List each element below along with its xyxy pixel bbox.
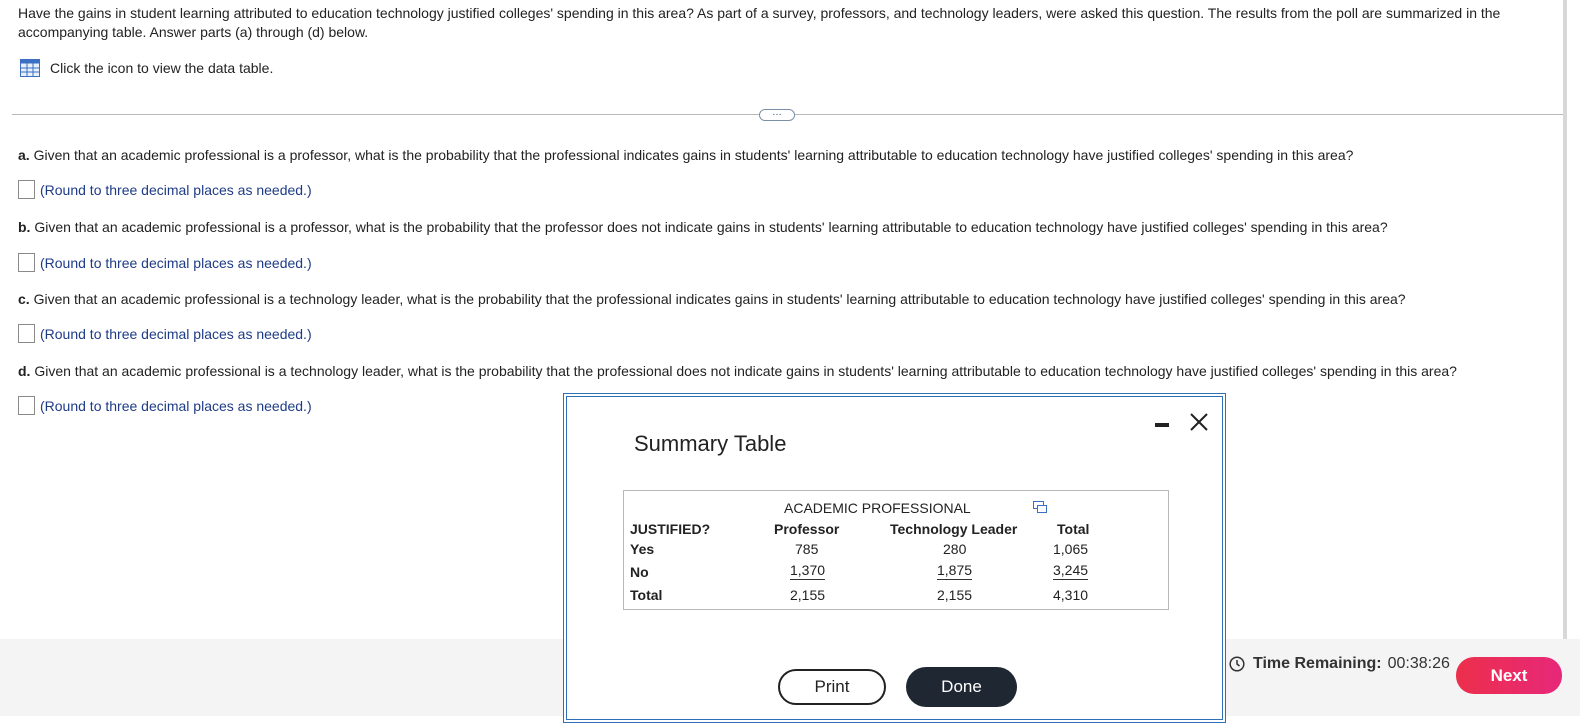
view-data-table-link[interactable] [20, 59, 273, 77]
question-b [18, 219, 1388, 235]
clock-icon [1229, 656, 1245, 672]
answer-a-hint: (Round to three decimal places as needed.) [40, 181, 312, 198]
cell-total-total: 4,310 [1053, 587, 1089, 603]
answer-b-input[interactable] [18, 253, 35, 272]
summary-data-table [623, 490, 1169, 610]
cell-no-professor: 1,370 [790, 562, 826, 578]
question-c-letter: c. [18, 291, 30, 307]
answer-d-hint: (Round to three decimal places as needed.) [40, 397, 312, 414]
question-c-text: Given that an academic professional is a technology leader, what is the probability that the professional indicates gains in students' learning attributable to education technology have justified colleges' spending in this area? [33, 291, 1406, 307]
view-data-table-label: Click the icon to view the data table. [50, 60, 274, 76]
answer-d-input[interactable] [18, 396, 35, 415]
dialog-title: Summary Table [634, 431, 787, 456]
column-header-technology-leader: Technology Leader [890, 521, 1018, 537]
answer-b-hint: (Round to three decimal places as needed.) [40, 254, 312, 271]
column-header-professor: Professor [774, 521, 840, 537]
cell-yes-professor: 785 [795, 541, 819, 557]
expand-button[interactable]: … [759, 109, 795, 121]
cell-total-professor: 2,155 [790, 587, 826, 603]
time-remaining-label: Time Remaining: [1253, 655, 1382, 672]
answer-a-row [18, 180, 312, 199]
cell-yes-total: 1,065 [1053, 541, 1089, 557]
copy-icon[interactable] [1033, 501, 1047, 513]
cell-no-total: 3,245 [1053, 562, 1089, 578]
row-header: JUSTIFIED? [630, 521, 711, 537]
question-a [18, 147, 1353, 163]
cell-yes-technology-leader: 280 [943, 541, 967, 557]
row-label-no: No [630, 564, 649, 580]
question-intro: Have the gains in student learning attributed to education technology justified colleges' spending in this area? As part of a survey, professors, and technology leaders, were asked this question. The results from the poll are summarized in the accompanying table. Answer parts (a) through (d) below. [18, 5, 1501, 40]
question-b-letter: b. [18, 219, 31, 235]
print-button[interactable]: Print [778, 669, 886, 705]
column-header-total: Total [1057, 521, 1090, 537]
answer-a-input[interactable] [18, 180, 35, 199]
question-d [18, 363, 1457, 379]
question-a-text: Given that an academic professional is a professor, what is the probability that the professional indicates gains in students' learning attributable to education technology have justified colleges' spending in this area? [33, 147, 1354, 163]
done-button[interactable]: Done [906, 667, 1017, 707]
row-label-total: Total [630, 587, 663, 603]
answer-c-row [18, 324, 312, 343]
row-label-yes: Yes [630, 541, 655, 557]
table-group-header: ACADEMIC PROFESSIONAL [784, 500, 971, 516]
answer-b-row [18, 253, 312, 272]
summary-table-dialog [563, 393, 1226, 723]
table-grid-icon[interactable] [20, 59, 40, 77]
question-d-text: Given that an academic professional is a technology leader, what is the probability that the professional does not indicate gains in students' learning attributable to education technology have justified colleges' spending in this area? [34, 363, 1457, 379]
time-remaining-value: 00:38:26 [1387, 655, 1450, 672]
answer-c-input[interactable] [18, 324, 35, 343]
question-b-text: Given that an academic professional is a professor, what is the probability that the professor does not indicate gains in students' learning attributable to education technology have justified colleges' spending in this area? [34, 219, 1388, 235]
time-remaining [1229, 655, 1450, 673]
close-icon[interactable] [1188, 411, 1210, 433]
cell-total-technology-leader: 2,155 [937, 587, 973, 603]
question-a-letter: a. [18, 147, 30, 163]
next-button[interactable]: Next [1456, 657, 1562, 694]
answer-d-row [18, 396, 312, 415]
page-scrollbar[interactable] [1563, 0, 1567, 640]
cell-no-technology-leader: 1,875 [937, 562, 973, 578]
question-c [18, 291, 1406, 307]
minimize-icon[interactable] [1155, 423, 1169, 427]
answer-c-hint: (Round to three decimal places as needed.) [40, 325, 312, 342]
question-d-letter: d. [18, 363, 31, 379]
